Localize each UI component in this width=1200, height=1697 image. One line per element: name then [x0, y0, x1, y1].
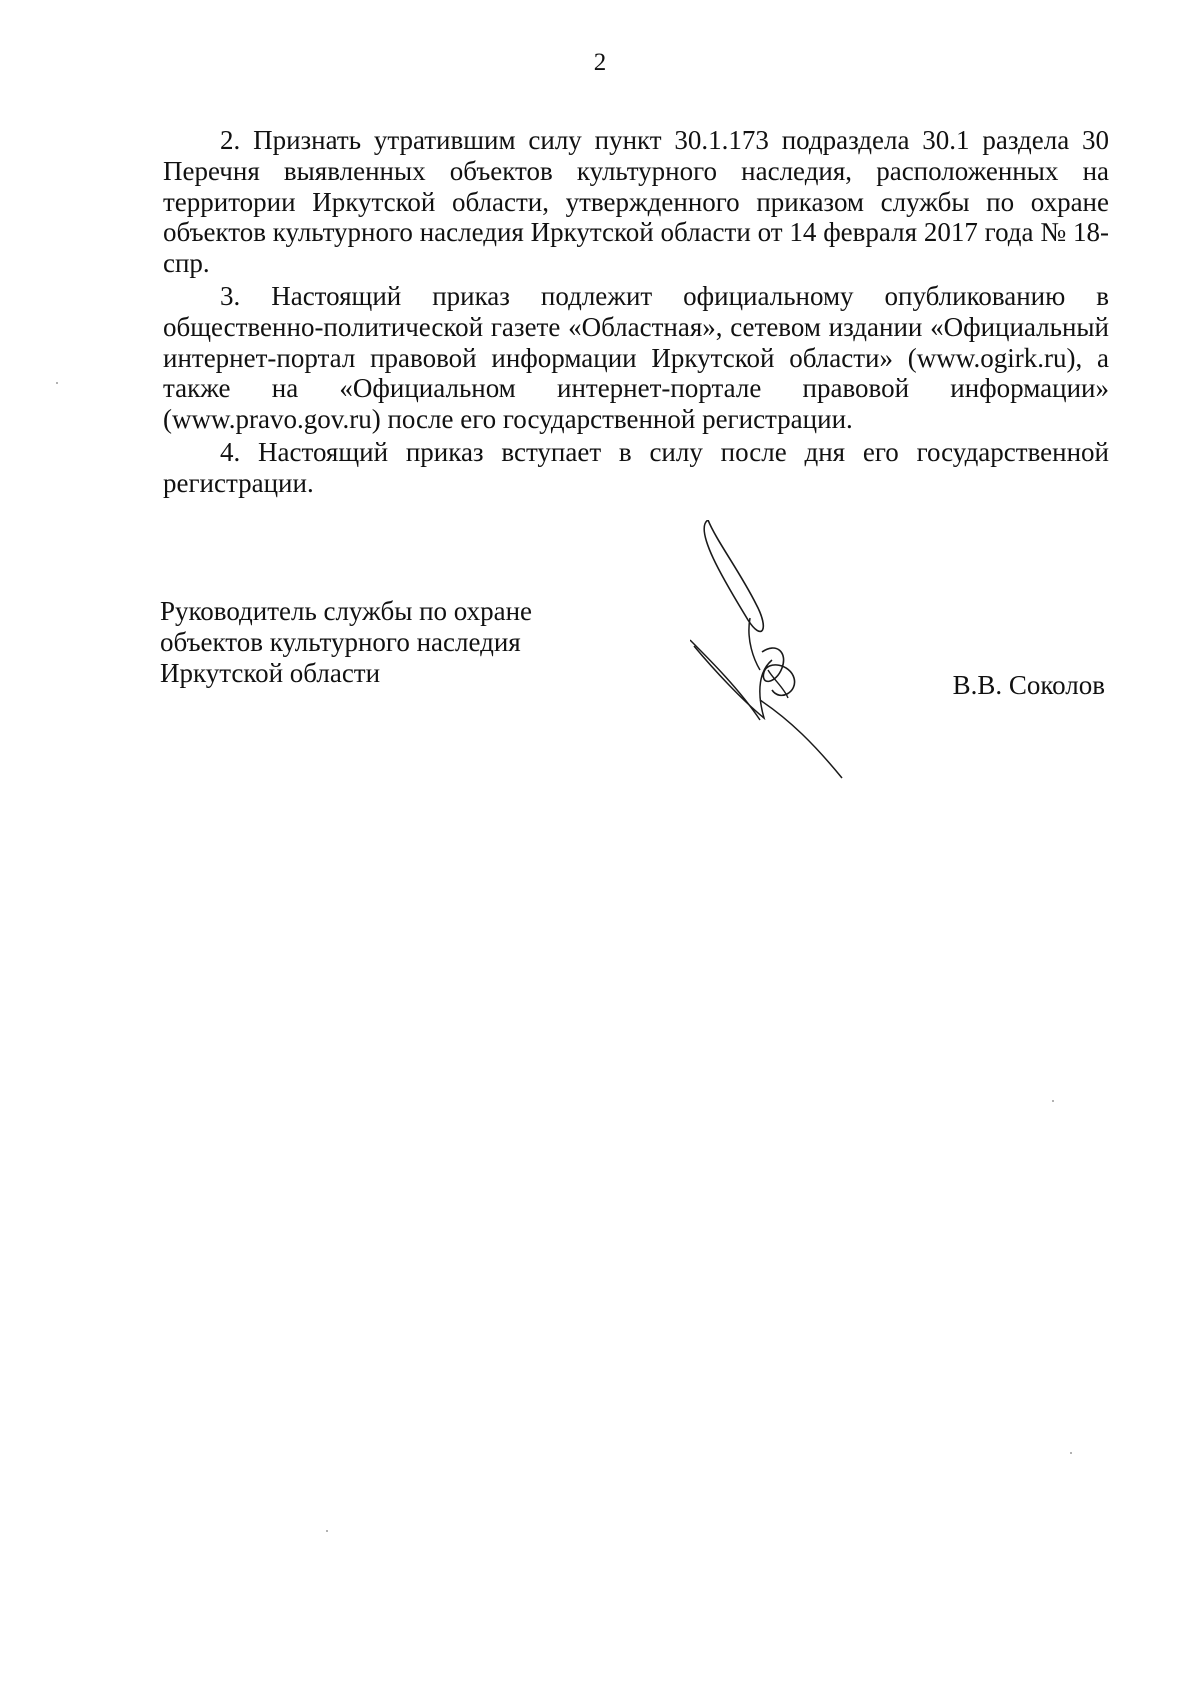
document-body — [163, 125, 1109, 501]
paragraph-2: 2. Признать утратившим силу пункт 30.1.173 подраздела 30.1 раздела 30 Перечня выявленных объектов культурного наследия, расположенных на территории Иркутской области, утвержденного приказом службы по охране объектов культурного наследия Иркутской области от 14 февраля 2017 года № 18-спр. — [163, 125, 1109, 279]
paragraph-3: 3. Настоящий приказ подлежит официальному опубликованию в общественно-политической газете «Областная», сетевом издании «Официальный интернет-портал правовой информации Иркутской области» (www.ogirk.ru), а также на «Официальном интернет-портале правовой информации» (www.pravo.gov.ru) после его государственной регистрации. — [163, 280, 1109, 435]
scan-speck — [56, 382, 58, 384]
scan-speck — [1070, 1452, 1072, 1454]
scan-speck — [326, 1530, 328, 1532]
signatory-title-line: объектов культурного наследия — [160, 627, 521, 657]
handwritten-signature — [690, 520, 870, 780]
page-number: 2 — [593, 49, 607, 76]
signer-name: В.В. Соколов — [952, 670, 1105, 700]
paragraph-4: 4. Настоящий приказ вступает в силу после дня его государственной регистрации. — [163, 436, 1109, 498]
signatory-title-line: Руководитель службы по охране — [160, 596, 533, 626]
signatory-title-line: Иркутской области — [160, 658, 381, 688]
scan-speck — [1052, 1100, 1054, 1102]
signatory-title — [160, 596, 580, 689]
